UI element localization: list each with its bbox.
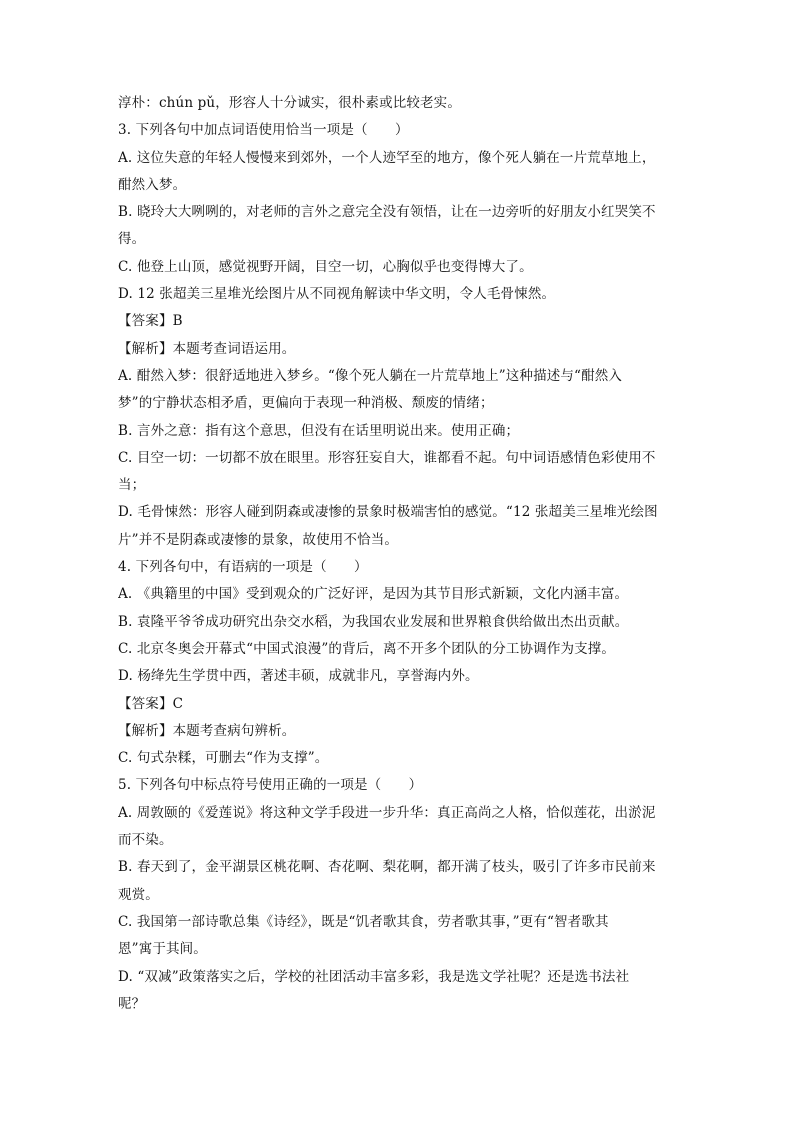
text-line: 淳朴：chún pǔ，形容人十分诚实，很朴素或比较老实。 — [118, 95, 461, 111]
option-line: 观赏。 — [118, 886, 159, 903]
analysis-line: B. 言外之意：指有这个意思，但没有在话里明说出来。使用正确； — [118, 422, 520, 439]
document-body — [118, 90, 678, 1018]
option-line: 恩”寓于其间。 — [118, 941, 207, 958]
option-line: C. 他登上山顶，感觉视野开阔，目空一切，心胸似乎也变得博大了。 — [118, 258, 533, 275]
option-line: A. 《典籍里的中国》受到观众的广泛好评，是因为其节目形式新颖，文化内涵丰富。 — [118, 586, 629, 603]
question-stem: 5. 下列各句中标点符号使用正确的一项是（ ） — [118, 777, 423, 794]
option-line: D. 杨绛先生学贯中西，著述丰硕，成就非凡，享誉海内外。 — [118, 668, 479, 685]
option-line: 呢？ — [118, 995, 146, 1012]
analysis-line: A. 酣然入梦：很舒适地进入梦乡。“像个死人躺在一片荒草地上”这种描述与“酣然入 — [118, 367, 623, 384]
option-line: B. 晓玲大大咧咧的，对老师的言外之意完全没有领悟，让在一边旁听的好朋友小红哭笑不 — [118, 204, 656, 221]
option-line: 酣然入梦。 — [118, 176, 187, 193]
analysis-line: 当； — [118, 477, 146, 494]
analysis-line: 【解析】本题考查病句辨析。 — [118, 722, 296, 739]
option-line: D. 12 张超美三星堆光绘图片从不同视角解读中华文明，令人毛骨悚然。 — [118, 286, 556, 303]
option-line: 得。 — [118, 231, 146, 248]
question-stem: 3. 下列各句中加点词语使用恰当一项是（ ） — [118, 122, 409, 139]
option-line: B. 春天到了，金平湖景区桃花啊、杏花啊、梨花啊，都开满了枝头，吸引了许多市民前来 — [118, 859, 656, 876]
option-line: A. 这位失意的年轻人慢慢来到郊外，一个人迹罕至的地方，像个死人躺在一片荒草地上， — [118, 149, 656, 166]
analysis-line: 【解析】本题考查词语运用。 — [118, 340, 296, 357]
answer-line: 【答案】C — [118, 695, 184, 712]
question-stem: 4. 下列各句中，有语病的一项是（ ） — [118, 559, 368, 576]
analysis-line: 片”并不是阴森或凄惨的景象，故使用不恰当。 — [118, 531, 399, 548]
option-line: 而不染。 — [118, 832, 173, 849]
analysis-line: C. 句式杂糅，可删去“作为支撑”。 — [118, 750, 329, 767]
option-line: C. 我国第一部诗歌总集《诗经》，既是“饥者歌其食，劳者歌其事，”更有“智者歌其 — [118, 913, 609, 930]
option-line: B. 袁隆平爷爷成功研究出杂交水稻，为我国农业发展和世界粮食供给做出杰出贡献。 — [118, 613, 629, 630]
option-line: A. 周敦颐的《爱莲说》将这种文学手段进一步升华：真正高尚之人格，恰似莲花，出淤泥 — [118, 804, 656, 821]
analysis-line: D. 毛骨悚然：形容人碰到阴森或凄惨的景象时极端害怕的感觉。“12 张超美三星堆光绘图 — [118, 504, 658, 521]
answer-line: 【答案】B — [118, 313, 183, 330]
option-line: C. 北京冬奥会开幕式“中国式浪漫”的背后，离不开多个团队的分工协调作为支撑。 — [118, 640, 616, 657]
analysis-line: 梦”的宁静状态相矛盾，更偏向于表现一种消极、颓废的情绪； — [118, 395, 494, 412]
analysis-line: C. 目空一切：一切都不放在眼里。形容狂妄自大，谁都看不起。句中词语感情色彩使用不 — [118, 449, 656, 466]
option-line: D. “双减”政策落实之后，学校的社团活动丰富多彩，我是选文学社呢？还是选书法社 — [118, 968, 630, 985]
